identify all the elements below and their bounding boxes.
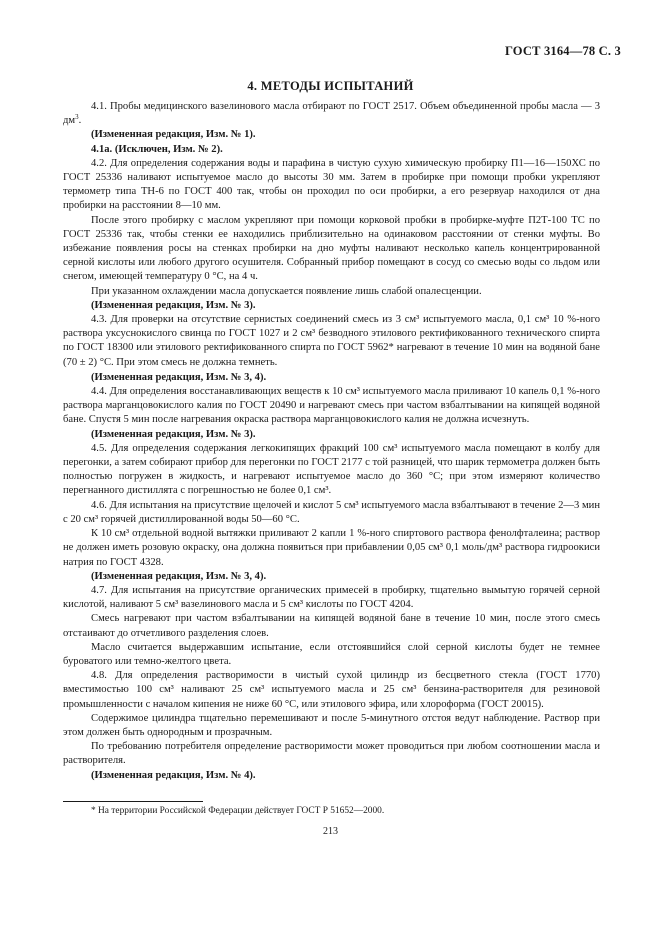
page-number: 213 bbox=[323, 826, 338, 837]
paragraph: Масло считается выдержавшим испытание, если отстоявшийся слой серной кислоты будет не темнее буроватого или темно-желтого цвета. bbox=[63, 641, 600, 667]
paragraph: При указанном охлаждении масла допускается появление лишь слабой опалесценции. bbox=[91, 285, 482, 297]
paragraph-4-5: 4.5. Для определения содержания легкокипящих фракций 100 см³ испытуемого масла помещают в колбу для перегонки, а затем собирают прибор для перегонки по ГОСТ 2177 с той разницей, что шарик термометра должен быть полностью погружен в жидкость, и нагревают испытуемое масло до 360 °С; при этом измеряют количество перегнанного дистиллята с погрешностью не более 0,1 см³. bbox=[63, 442, 600, 497]
paragraph-4-6: 4.6. Для испытания на присутствие щелочей и кислот 5 см³ испытуемого масла взбалтывают в течение 2—3 мин с 20 см³ горячей дистиллированной воды 50—60 °С. bbox=[63, 499, 600, 525]
amendment-note: 4.1а. (Исключен, Изм. № 2). bbox=[91, 143, 223, 155]
paragraph: К 10 см³ отдельной водной вытяжки приливают 2 капли 1 %-ного спиртового раствора фенолфталеина; раствор не должен иметь розовую окраску, она должна появиться при прибавлении 0,05 см³ 0,1 моль/дм³ раствора гидроокиси натрия по ГОСТ 4328. bbox=[63, 528, 600, 568]
amendment-note: (Измененная редакция, Изм. № 4). bbox=[91, 769, 256, 781]
amendment-note: (Измененная редакция, Изм. № 3). bbox=[91, 428, 256, 440]
amendment-note: (Измененная редакция, Изм. № 3, 4). bbox=[91, 570, 267, 582]
paragraph: Смесь нагревают при частом взбалтывании на кипящей водяной бане в течение 10 мин, после этого смесь отстаивают до отчетливого разделения слоев. bbox=[63, 613, 600, 639]
paragraph-4-8: 4.8. Для определения растворимости в чистый сухой цилиндр из бесцветного стекла (ГОСТ 1770) вместимостью 100 см³ наливают 25 см³ испытуемого масла и 25 см³ бензина-растворителя для резиновой промышленности с началом кипения не ниже 60 °С, или этилового эфира, или хлороформа (ГОСТ 20015). bbox=[63, 670, 600, 710]
paragraph-4-4: 4.4. Для определения восстанавливающих веществ к 10 см³ испытуемого масла приливают 10 капель 0,1 %-ного раствора марганцовокислого калия по ГОСТ 20490 и нагревают смесь при частом взбалтывании на кипящей водяной бане. Спустя 5 мин после нагревания окраска раствора марганцовокислого калия не должна исчезнуть. bbox=[63, 386, 600, 426]
document-body bbox=[63, 100, 600, 783]
amendment-note: (Измененная редакция, Изм. № 1). bbox=[91, 129, 256, 141]
section-title: 4. МЕТОДЫ ИСПЫТАНИЙ bbox=[247, 79, 414, 93]
amendment-note: (Измененная редакция, Изм. № 3). bbox=[91, 299, 256, 311]
paragraph-4-7: 4.7. Для испытания на присутствие органических примесей в пробирку, тщательно вымытую горячей серной кислотой, наливают 5 см³ вазелинового масла и 5 см³ кислоты по ГОСТ 4204. bbox=[63, 584, 600, 611]
footnote: * На территории Российской Федерации действует ГОСТ Р 51652—2000. bbox=[91, 806, 385, 816]
paragraph-4-2: 4.2. Для определения содержания воды и парафина в чистую сухую химическую пробирку П1—16—150ХС по ГОСТ 25336 наливают испытуемое масло до высоты 30 мм. Затем в пробирке при помощи пробки укрепляют термометр типа ТН-6 по ГОСТ 400 так, чтобы он проходил по оси пробирки, а его резервуар находился от дна пробирки на расстоянии 8—10 мм. bbox=[63, 157, 600, 212]
paragraph: По требованию потребителя определение растворимости может проводиться при любом соотношении масла и растворителя. bbox=[63, 741, 600, 767]
paragraph-4-1: 4.1. Пробы медицинского вазелинового масла отбирают по ГОСТ 2517. Объем объединенной пробы масла — 3 $дм^3$. bbox=[63, 101, 600, 127]
footnote-divider bbox=[63, 801, 203, 802]
paragraph: Содержимое цилиндра тщательно перемешивают и после 5-минутного отстоя ведут наблюдение. Раствор при этом должен быть однородным и прозрачным. bbox=[63, 712, 600, 738]
paragraph-4-3: 4.3. Для проверки на отсутствие сернистых соединений смесь из 3 см³ испытуемого масла, 0,1 см³ 10 %-ного раствора уксуснокислого свинца по ГОСТ 1027 и 2 см³ безводного этилового ректификованного технического спирта по ГОСТ 18300 или этилового ректификованного спирта по ГОСТ 5962* нагревают в течение 10 мин на водяной бане (70 ± 2) °С. При этом смесь не должна темнеть. bbox=[63, 314, 600, 368]
amendment-note: (Измененная редакция, Изм. № 3, 4). bbox=[91, 371, 267, 383]
running-header: ГОСТ 3164—78 С. 3 bbox=[504, 44, 621, 58]
paragraph: После этого пробирку с маслом укрепляют при помощи корковой пробки в пробирке-муфте П2Т-100 ТС по ГОСТ 25336 так, чтобы стенки ее находились приблизительно на одинаковом расстоянии от стенки муфты. Во избежание появления росы на стенках пробирки на дно муфты наливают несколько капель концентрированной серной кислоты или любого другого осушителя. Собранный прибор помещают в сосуд со смесью воды со льдом или снегом, имеющей температуру 0 °С, на 4 ч. bbox=[63, 214, 600, 283]
